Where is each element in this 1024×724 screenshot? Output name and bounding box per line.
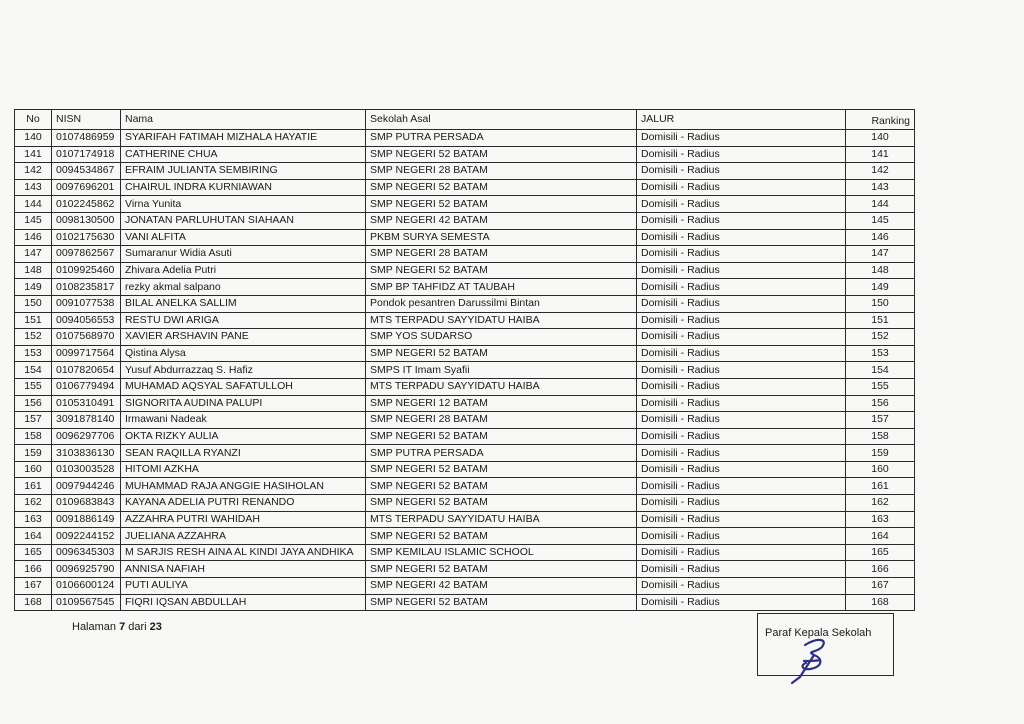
cell-ranking: 166 <box>846 561 915 578</box>
cell-nama: Irmawani Nadeak <box>121 412 366 429</box>
cell-jalur: Domisili - Radius <box>637 478 846 495</box>
cell-jalur: Domisili - Radius <box>637 378 846 395</box>
cell-sekolah-asal: SMP NEGERI 28 BATAM <box>366 412 637 429</box>
cell-ranking: 147 <box>846 246 915 263</box>
cell-ranking: 150 <box>846 295 915 312</box>
cell-ranking: 140 <box>846 130 915 147</box>
signature-image <box>770 615 850 685</box>
cell-no: 160 <box>15 461 52 478</box>
cell-nisn: 0096345303 <box>52 544 121 561</box>
cell-nisn: 0094534867 <box>52 163 121 180</box>
cell-no: 141 <box>15 146 52 163</box>
table-row <box>15 412 915 429</box>
cell-no: 142 <box>15 163 52 180</box>
table-row <box>15 544 915 561</box>
cell-nama: VANI ALFITA <box>121 229 366 246</box>
cell-nama: CATHERINE CHUA <box>121 146 366 163</box>
cell-nisn: 0107568970 <box>52 329 121 346</box>
cell-no: 157 <box>15 412 52 429</box>
cell-jalur: Domisili - Radius <box>637 445 846 462</box>
table-row <box>15 445 915 462</box>
table-row <box>15 345 915 362</box>
cell-ranking: 160 <box>846 461 915 478</box>
cell-nama: HITOMI AZKHA <box>121 461 366 478</box>
cell-nisn: 0097696201 <box>52 179 121 196</box>
cell-jalur: Domisili - Radius <box>637 561 846 578</box>
cell-no: 149 <box>15 279 52 296</box>
table-body <box>15 130 915 611</box>
cell-no: 145 <box>15 212 52 229</box>
cell-jalur: Domisili - Radius <box>637 528 846 545</box>
cell-no: 156 <box>15 395 52 412</box>
cell-ranking: 165 <box>846 544 915 561</box>
cell-ranking: 157 <box>846 412 915 429</box>
cell-sekolah-asal: SMP NEGERI 52 BATAM <box>366 561 637 578</box>
cell-nisn: 0109683843 <box>52 495 121 512</box>
table-row <box>15 246 915 263</box>
cell-ranking: 143 <box>846 179 915 196</box>
table-row <box>15 179 915 196</box>
cell-nama: Sumaranur Widia Asuti <box>121 246 366 263</box>
cell-no: 167 <box>15 578 52 595</box>
cell-no: 162 <box>15 495 52 512</box>
page-current: 7 <box>119 621 126 633</box>
table-row <box>15 196 915 213</box>
cell-sekolah-asal: SMP PUTRA PERSADA <box>366 130 637 147</box>
cell-nisn: 3091878140 <box>52 412 121 429</box>
cell-no: 144 <box>15 196 52 213</box>
cell-ranking: 164 <box>846 528 915 545</box>
table-row <box>15 594 915 611</box>
paraf-label: Paraf Kepala Sekolah <box>765 627 872 639</box>
cell-jalur: Domisili - Radius <box>637 544 846 561</box>
cell-jalur: Domisili - Radius <box>637 395 846 412</box>
cell-ranking: 168 <box>846 594 915 611</box>
cell-nama: RESTU DWI ARIGA <box>121 312 366 329</box>
ranking-table-container <box>14 109 908 611</box>
cell-jalur: Domisili - Radius <box>637 246 846 263</box>
cell-nama: CHAIRUL INDRA KURNIAWAN <box>121 179 366 196</box>
cell-jalur: Domisili - Radius <box>637 295 846 312</box>
cell-sekolah-asal: SMP PUTRA PERSADA <box>366 445 637 462</box>
cell-nisn: 3103836130 <box>52 445 121 462</box>
cell-sekolah-asal: MTS TERPADU SAYYIDATU HAIBA <box>366 511 637 528</box>
cell-jalur: Domisili - Radius <box>637 412 846 429</box>
cell-jalur: Domisili - Radius <box>637 578 846 595</box>
cell-ranking: 167 <box>846 578 915 595</box>
cell-sekolah-asal: SMP NEGERI 52 BATAM <box>366 196 637 213</box>
table-header-row <box>15 110 915 130</box>
cell-nisn: 0106600124 <box>52 578 121 595</box>
cell-ranking: 151 <box>846 312 915 329</box>
page-total: 23 <box>149 621 162 633</box>
cell-sekolah-asal: SMP NEGERI 42 BATAM <box>366 578 637 595</box>
cell-jalur: Domisili - Radius <box>637 179 846 196</box>
cell-nisn: 0106779494 <box>52 378 121 395</box>
cell-sekolah-asal: SMP NEGERI 52 BATAM <box>366 146 637 163</box>
cell-jalur: Domisili - Radius <box>637 329 846 346</box>
cell-sekolah-asal: SMP NEGERI 52 BATAM <box>366 461 637 478</box>
table-row <box>15 279 915 296</box>
page-number <box>72 621 162 633</box>
cell-nama: SYARIFAH FATIMAH MIZHALA HAYATIE <box>121 130 366 147</box>
table-row <box>15 495 915 512</box>
cell-ranking: 153 <box>846 345 915 362</box>
cell-nama: Qistina Alysa <box>121 345 366 362</box>
cell-nama: MUHAMAD AQSYAL SAFATULLOH <box>121 378 366 395</box>
cell-nama: FIQRI IQSAN ABDULLAH <box>121 594 366 611</box>
cell-sekolah-asal: SMP NEGERI 52 BATAM <box>366 594 637 611</box>
table-row <box>15 229 915 246</box>
cell-no: 153 <box>15 345 52 362</box>
table-row <box>15 561 915 578</box>
cell-nisn: 0107174918 <box>52 146 121 163</box>
cell-nisn: 0099717564 <box>52 345 121 362</box>
cell-nama: Yusuf Abdurrazzaq S. Hafiz <box>121 362 366 379</box>
cell-ranking: 142 <box>846 163 915 180</box>
cell-ranking: 154 <box>846 362 915 379</box>
cell-nisn: 0094056553 <box>52 312 121 329</box>
cell-jalur: Domisili - Radius <box>637 262 846 279</box>
cell-sekolah-asal: SMP NEGERI 52 BATAM <box>366 345 637 362</box>
cell-nisn: 0103003528 <box>52 461 121 478</box>
cell-sekolah-asal: SMP NEGERI 28 BATAM <box>366 246 637 263</box>
cell-nama: KAYANA ADELIA PUTRI RENANDO <box>121 495 366 512</box>
cell-no: 155 <box>15 378 52 395</box>
table-row <box>15 528 915 545</box>
cell-jalur: Domisili - Radius <box>637 130 846 147</box>
cell-no: 168 <box>15 594 52 611</box>
cell-ranking: 163 <box>846 511 915 528</box>
cell-nisn: 0097944246 <box>52 478 121 495</box>
cell-nama: PUTI AULIYA <box>121 578 366 595</box>
table-row <box>15 428 915 445</box>
cell-jalur: Domisili - Radius <box>637 362 846 379</box>
table-row <box>15 478 915 495</box>
cell-no: 146 <box>15 229 52 246</box>
cell-sekolah-asal: SMP NEGERI 52 BATAM <box>366 179 637 196</box>
cell-nisn: 0102175630 <box>52 229 121 246</box>
cell-jalur: Domisili - Radius <box>637 146 846 163</box>
table-row <box>15 511 915 528</box>
cell-sekolah-asal: SMP NEGERI 28 BATAM <box>366 163 637 180</box>
page-middle: dari <box>125 621 150 633</box>
cell-ranking: 141 <box>846 146 915 163</box>
table-row <box>15 461 915 478</box>
cell-nama: JONATAN PARLUHUTAN SIAHAAN <box>121 212 366 229</box>
cell-sekolah-asal: SMP NEGERI 52 BATAM <box>366 495 637 512</box>
cell-ranking: 146 <box>846 229 915 246</box>
cell-ranking: 159 <box>846 445 915 462</box>
cell-no: 148 <box>15 262 52 279</box>
cell-nisn: 0109925460 <box>52 262 121 279</box>
cell-sekolah-asal: PKBM SURYA SEMESTA <box>366 229 637 246</box>
table-row <box>15 312 915 329</box>
cell-nama: JUELIANA AZZAHRA <box>121 528 366 545</box>
cell-sekolah-asal: SMP NEGERI 42 BATAM <box>366 212 637 229</box>
cell-jalur: Domisili - Radius <box>637 229 846 246</box>
cell-no: 166 <box>15 561 52 578</box>
cell-jalur: Domisili - Radius <box>637 212 846 229</box>
cell-nama: Zhivara Adelia Putri <box>121 262 366 279</box>
cell-nama: OKTA RIZKY AULIA <box>121 428 366 445</box>
cell-nisn: 0091077538 <box>52 295 121 312</box>
cell-nisn: 0105310491 <box>52 395 121 412</box>
cell-sekolah-asal: SMP NEGERI 52 BATAM <box>366 262 637 279</box>
table-row <box>15 329 915 346</box>
table-row <box>15 578 915 595</box>
cell-sekolah-asal: SMPS IT Imam Syafii <box>366 362 637 379</box>
cell-nisn: 0107486959 <box>52 130 121 147</box>
table-row <box>15 378 915 395</box>
header-nama: Nama <box>121 110 366 130</box>
table-row <box>15 163 915 180</box>
table-row <box>15 395 915 412</box>
cell-ranking: 162 <box>846 495 915 512</box>
cell-ranking: 155 <box>846 378 915 395</box>
table-row <box>15 262 915 279</box>
cell-nisn: 0108235817 <box>52 279 121 296</box>
cell-nama: ANNISA NAFIAH <box>121 561 366 578</box>
cell-jalur: Domisili - Radius <box>637 196 846 213</box>
cell-nisn: 0109567545 <box>52 594 121 611</box>
page-prefix: Halaman <box>72 621 120 633</box>
cell-jalur: Domisili - Radius <box>637 461 846 478</box>
cell-ranking: 156 <box>846 395 915 412</box>
cell-no: 161 <box>15 478 52 495</box>
header-sekolah-asal: Sekolah Asal <box>366 110 637 130</box>
cell-no: 140 <box>15 130 52 147</box>
table-row <box>15 146 915 163</box>
cell-jalur: Domisili - Radius <box>637 594 846 611</box>
cell-ranking: 152 <box>846 329 915 346</box>
cell-no: 147 <box>15 246 52 263</box>
header-jalur: JALUR <box>637 110 846 130</box>
table-row <box>15 212 915 229</box>
cell-sekolah-asal: SMP NEGERI 52 BATAM <box>366 428 637 445</box>
cell-nama: rezky akmal salpano <box>121 279 366 296</box>
cell-nama: BILAL ANELKA SALLIM <box>121 295 366 312</box>
cell-jalur: Domisili - Radius <box>637 312 846 329</box>
table-row <box>15 362 915 379</box>
cell-nisn: 0098130500 <box>52 212 121 229</box>
cell-jalur: Domisili - Radius <box>637 511 846 528</box>
cell-nisn: 0102245862 <box>52 196 121 213</box>
cell-nisn: 0091886149 <box>52 511 121 528</box>
header-no: No <box>15 110 52 130</box>
header-nisn: NISN <box>52 110 121 130</box>
cell-no: 143 <box>15 179 52 196</box>
cell-nisn: 0096297706 <box>52 428 121 445</box>
ranking-table <box>14 109 915 611</box>
cell-no: 150 <box>15 295 52 312</box>
cell-nama: M SARJIS RESH AINA AL KINDI JAYA ANDHIKA <box>121 544 366 561</box>
cell-nisn: 0107820654 <box>52 362 121 379</box>
cell-sekolah-asal: SMP NEGERI 52 BATAM <box>366 478 637 495</box>
cell-nama: MUHAMMAD RAJA ANGGIE HASIHOLAN <box>121 478 366 495</box>
cell-sekolah-asal: MTS TERPADU SAYYIDATU HAIBA <box>366 378 637 395</box>
cell-nisn: 0096925790 <box>52 561 121 578</box>
cell-nisn: 0097862567 <box>52 246 121 263</box>
cell-nama: SEAN RAQILLA RYANZI <box>121 445 366 462</box>
cell-sekolah-asal: MTS TERPADU SAYYIDATU HAIBA <box>366 312 637 329</box>
cell-jalur: Domisili - Radius <box>637 345 846 362</box>
header-ranking: Ranking <box>846 110 915 130</box>
cell-no: 154 <box>15 362 52 379</box>
cell-sekolah-asal: SMP NEGERI 52 BATAM <box>366 528 637 545</box>
cell-nama: SIGNORITA AUDINA PALUPI <box>121 395 366 412</box>
cell-ranking: 158 <box>846 428 915 445</box>
cell-jalur: Domisili - Radius <box>637 428 846 445</box>
cell-ranking: 145 <box>846 212 915 229</box>
cell-nama: XAVIER ARSHAVIN PANE <box>121 329 366 346</box>
cell-no: 159 <box>15 445 52 462</box>
cell-no: 152 <box>15 329 52 346</box>
cell-no: 163 <box>15 511 52 528</box>
table-row <box>15 130 915 147</box>
cell-ranking: 161 <box>846 478 915 495</box>
cell-no: 151 <box>15 312 52 329</box>
table-row <box>15 295 915 312</box>
cell-ranking: 144 <box>846 196 915 213</box>
cell-nama: AZZAHRA PUTRI WAHIDAH <box>121 511 366 528</box>
cell-no: 164 <box>15 528 52 545</box>
cell-jalur: Domisili - Radius <box>637 279 846 296</box>
cell-jalur: Domisili - Radius <box>637 163 846 180</box>
cell-ranking: 149 <box>846 279 915 296</box>
cell-no: 165 <box>15 544 52 561</box>
cell-ranking: 148 <box>846 262 915 279</box>
cell-no: 158 <box>15 428 52 445</box>
cell-sekolah-asal: SMP NEGERI 12 BATAM <box>366 395 637 412</box>
cell-sekolah-asal: Pondok pesantren Darussilmi Bintan <box>366 295 637 312</box>
cell-nisn: 0092244152 <box>52 528 121 545</box>
cell-nama: Virna Yunita <box>121 196 366 213</box>
cell-sekolah-asal: SMP BP TAHFIDZ AT TAUBAH <box>366 279 637 296</box>
cell-sekolah-asal: SMP YOS SUDARSO <box>366 329 637 346</box>
cell-jalur: Domisili - Radius <box>637 495 846 512</box>
cell-nama: EFRAIM JULIANTA SEMBIRING <box>121 163 366 180</box>
cell-sekolah-asal: SMP KEMILAU ISLAMIC SCHOOL <box>366 544 637 561</box>
